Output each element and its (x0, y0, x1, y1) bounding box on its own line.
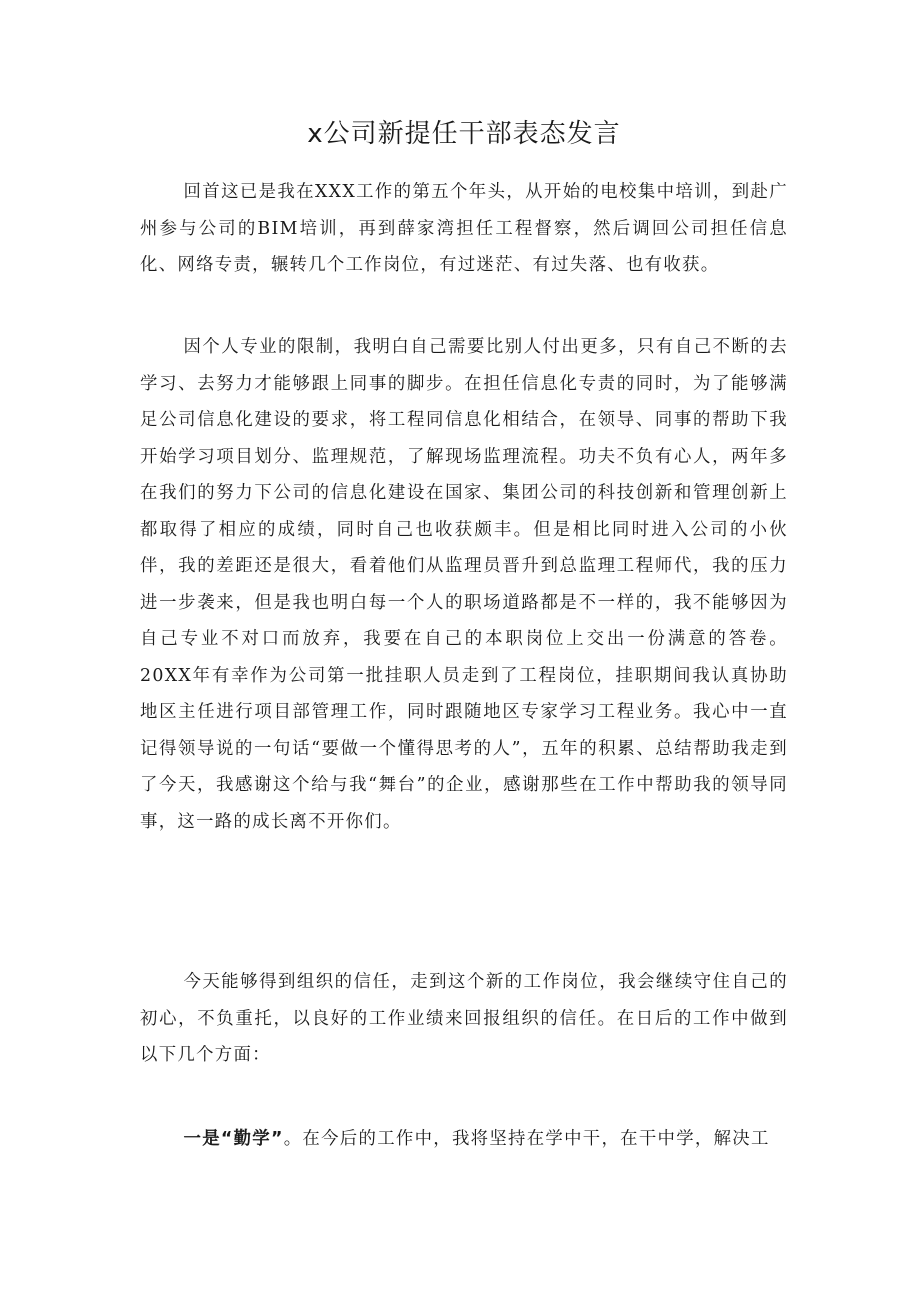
paragraph-4-lead: 一是“勤学” (183, 1129, 284, 1149)
page-title: x公司新提任干部表态发言 (307, 119, 621, 149)
paragraph-2: 因个人专业的限制，我明白自己需要比别人付出更多，只有自己不断的去学习、去努力才能够跟上同事的脚步。在担任信息化专责的同时，为了能够满足公司信息化建设的要求，将工程同信息化相结合，在领导、同事的帮助下我开始学习项目划分、监理规范，了解现场监理流程。功夫不负有心人，两年多在我们的努力下公司的信息化建设在国家、集团公司的科技创新和管理创新上都取得了相应的成绩，同时自己也收获颇丰。但是相比同时进入公司的小伙伴，我的差距还是很大，看着他们从监理员晋升到总监理工程师代，我的压力进一步袭来，但是我也明白每一个人的职场道路都是不一样的，我不能够因为自己专业不对口而放弃，我要在自己的本职岗位上交出一份满意的答卷。20XX年有幸作为公司第一批挂职人员走到了工程岗位，挂职期间我认真协助地区主任进行项目部管理工作，同时跟随地区专家学习工程业务。我心中一直记得领导说的一句话“要做一个懂得思考的人”，五年的积累、总结帮助我走到了今天，我感谢这个给与我“舞台”的企业，感谢那些在工作中帮助我的领导同事，这一路的成长离不开你们。 (140, 337, 788, 832)
paragraph-4 (140, 1121, 788, 1158)
paragraph-4-text: 。在今后的工作中，我将坚持在学中干，在干中学，解决工 (283, 1129, 770, 1149)
paragraph-3: 今天能够得到组织的信任，走到这个新的工作岗位，我会继续守住自己的初心，不负重托，以良好的工作业绩来回报组织的信任。在日后的工作中做到以下几个方面： (140, 972, 788, 1065)
paragraph-1: 回首这已是我在XXX工作的第五个年头，从开始的电校集中培训，到赴广州参与公司的BIM培训，再到薛家湾担任工程督察，然后调回公司担任信息化、网络专责，辗转几个工作岗位，有过迷茫、有过失落、也有收获。 (140, 182, 788, 275)
